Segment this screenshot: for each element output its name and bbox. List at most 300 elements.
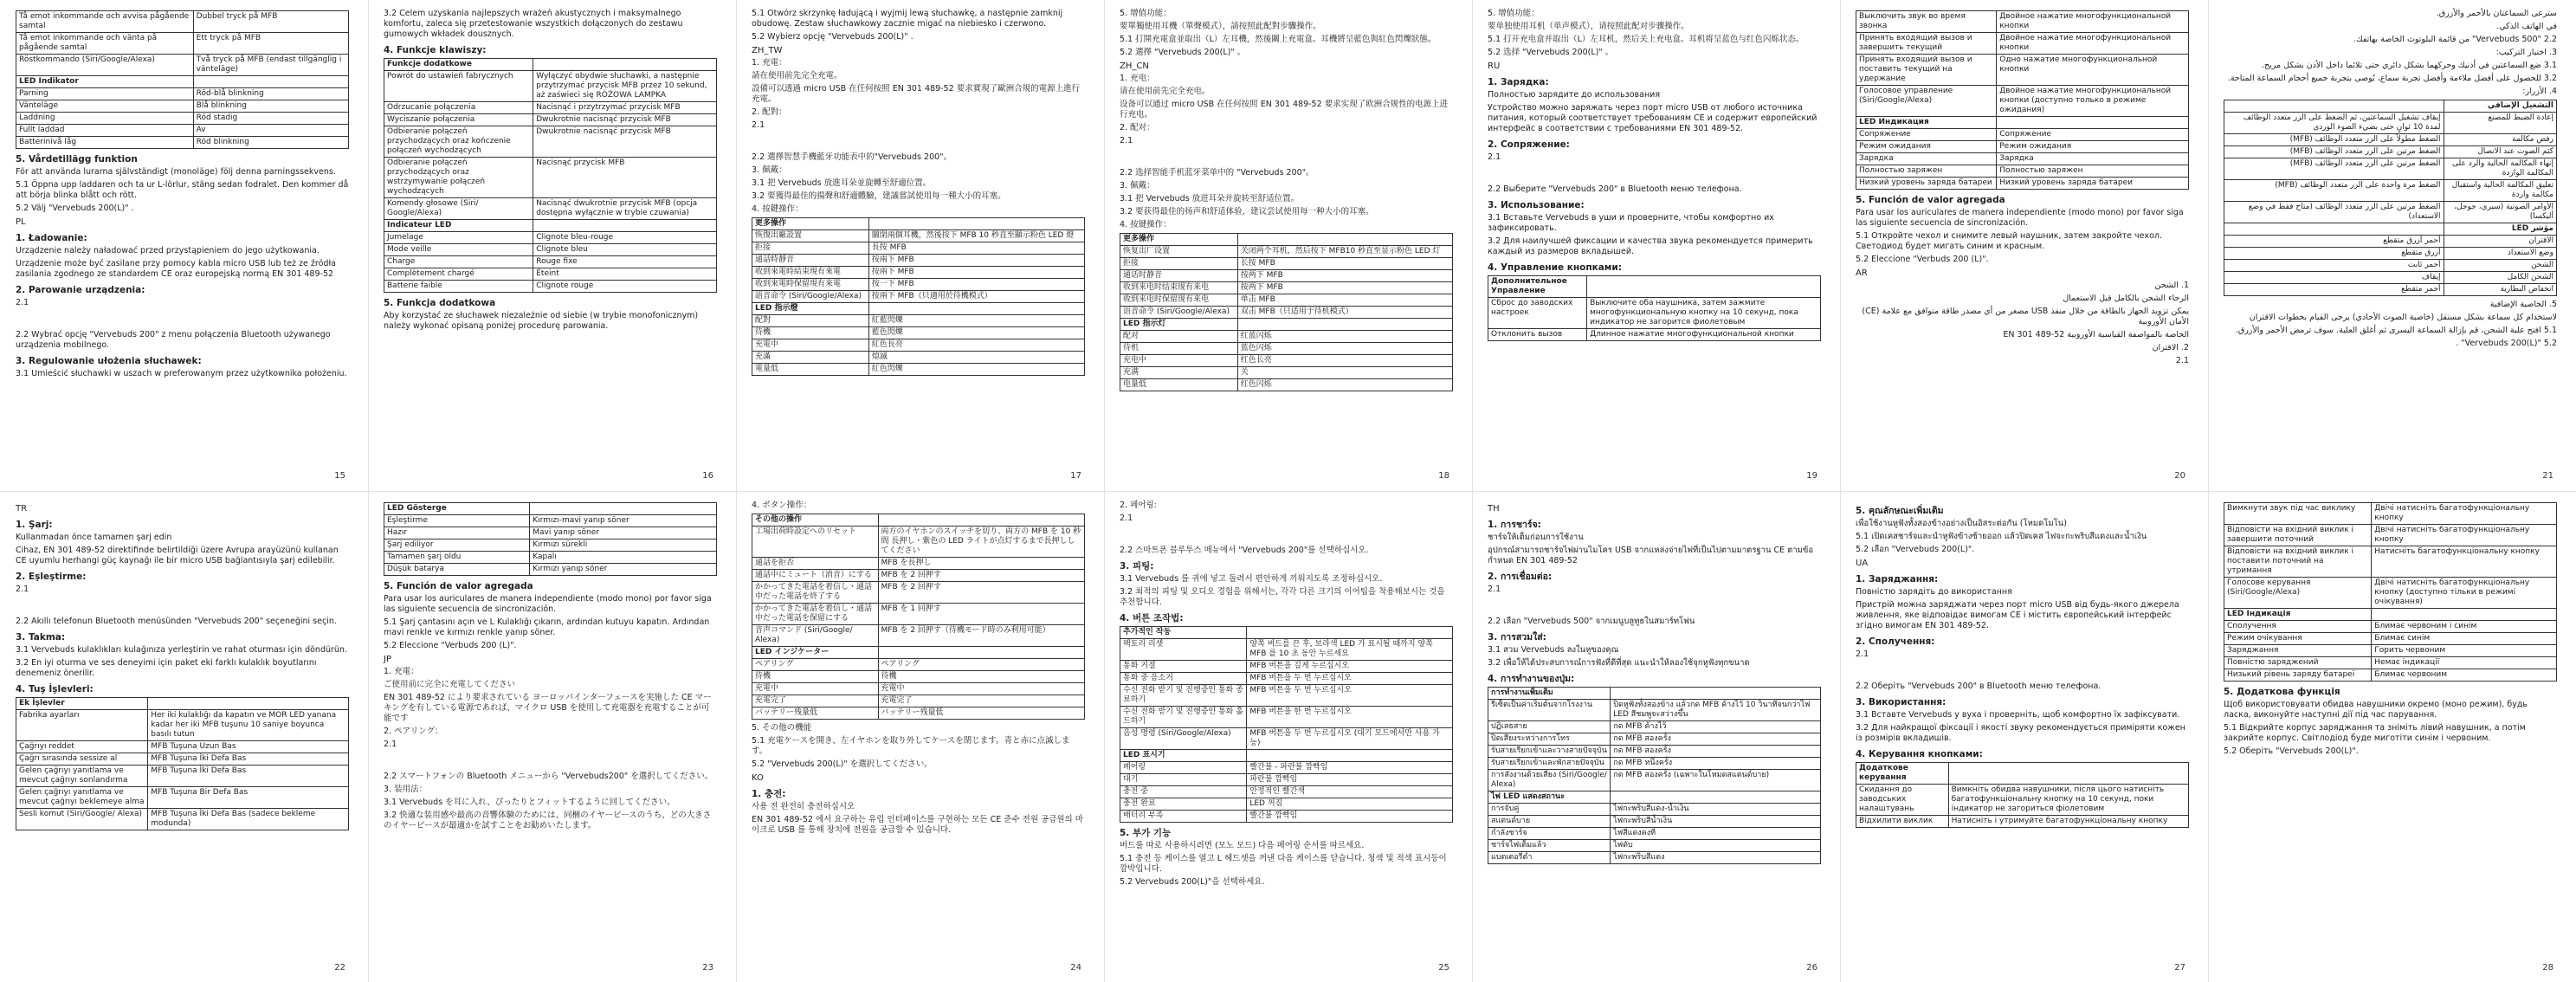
function-cell: Fabrika ayarları — [16, 710, 148, 741]
function-cell: Powrót do ustawień fabrycznych — [384, 71, 533, 102]
table-row — [384, 256, 717, 268]
instruction-table — [1120, 626, 1453, 823]
table-row — [752, 303, 1085, 315]
paragraph: 请在使用前先完全充电。 — [1120, 87, 1211, 96]
manual-page — [1111, 495, 1462, 980]
illustration-space — [752, 133, 1085, 152]
action-cell: 按兩下 MFB — [868, 255, 1084, 267]
table-row — [2224, 633, 2557, 645]
function-cell: Заряджання — [2224, 645, 2372, 657]
manual-page — [1479, 495, 1830, 980]
paragraph: 3.2 Для наилучшей фиксации и качества звука рекомендуется примерить каждый из размеров вкладышей. — [1488, 236, 1813, 256]
manual-page — [2215, 3, 2566, 488]
paragraph: Aby korzystać ze słuchawek niezależnie od siebie (w trybie monofonicznym) należy wykonać opisaną poniżej procedurę parowania. — [384, 311, 699, 331]
paragraph: 2.2 Wybrać opcję "Vervebuds 200" z menu połączenia Bluetooth używanego urządzenia mobilnego. — [16, 330, 331, 350]
action-cell: Kırmızı yanıp söner — [530, 564, 717, 576]
paragraph: EN 301 489-52 에서 요구하는 유럽 인터페이스를 구현하는 모든 CE 준수 전원 공급원의 마이크로 USB 를 통해 장치에 전원을 공급할 수 있습니다. — [752, 815, 1083, 835]
language-code: JP — [384, 655, 391, 664]
section-heading: 5. Додаткова функція — [2224, 687, 2340, 697]
action-cell: Éteint — [533, 268, 717, 281]
table-row — [16, 76, 349, 88]
action-cell: أحمر أزرق متقطع — [2224, 236, 2444, 248]
action-cell: 熄滅 — [868, 352, 1084, 364]
action-cell: أزرق متقطع — [2224, 248, 2444, 260]
function-cell: Jumelage — [384, 232, 533, 244]
table-row — [16, 137, 349, 149]
paragraph: EN 301 489-52 により要求されている ヨーロッパインターフェースを実施した CE マーキングを有している電源であれば、マイクロ USB を使用して充電器を充電することが可能です — [384, 693, 712, 723]
table-row — [1488, 733, 1821, 746]
paragraph: เพื่อใช้งานหูฟังทั้งสองข้างอย่างเป็นอิสระต่อกัน (โหมดโมโน) — [1856, 519, 2067, 528]
paragraph: ชาร์จให้เต็มก่อนการใช้งาน — [1488, 533, 1584, 542]
function-cell: Відповісти на вхідний виклик і завершити поточний — [2224, 525, 2372, 546]
manual-page — [7, 495, 358, 980]
table-row — [1120, 639, 1453, 661]
function-cell: Hazır — [384, 527, 530, 539]
table-row — [1120, 750, 1453, 762]
action-cell: الضغط مرتين على الزر متعدد الوظائف (متاح فقط في وضع الاستعداد) — [2224, 202, 2444, 223]
function-cell: Çağrıyı reddet — [16, 741, 148, 753]
action-cell: 红色闪烁 — [1237, 379, 1452, 391]
action-cell: MFB Tuşuna İki Defa Bas — [148, 753, 349, 766]
action-cell: الضغط مرتين على الزر متعدد الوظائف (MFB) — [2224, 158, 2444, 180]
page-number: 21 — [2542, 471, 2553, 481]
paragraph: Пристрій можна заряджати через порт micro USB від будь-якого джерела живлення, яке відповідає вимогам CE і містить європейський інтерфейс згідно вимогам EN 301 489-52. — [1856, 600, 2179, 630]
manual-page — [743, 495, 1094, 980]
function-cell: الشحن الكامل — [2444, 272, 2556, 284]
function-cell: กำลังชาร์จ — [1488, 828, 1611, 840]
function-cell: รีเซ็ตเป็นค่าเริ่มต้นจากโรงงาน — [1488, 700, 1611, 721]
paragraph: 3.2 要获得最佳的扬声和舒适体验，建议尝试使用每一种大小的耳塞。 — [1120, 207, 1374, 216]
paragraph: سترعى السماعتان بالأحمر والأزرق. — [2436, 9, 2557, 18]
instruction-table — [2224, 100, 2557, 296]
table-row — [16, 753, 349, 766]
function-cell: かかってきた電話を着信し・通話中だった電話を保留にする — [752, 604, 879, 625]
function-cell: Wyciszanie połączenia — [384, 114, 533, 126]
table-row — [16, 710, 349, 741]
action-cell: 紅色長亮 — [868, 339, 1084, 352]
language-code: ZH_CN — [1120, 61, 1149, 71]
paragraph: 5.2 Välj "Vervebuds 200(L)" . — [16, 204, 134, 213]
paragraph: ご使用前に完全に充電してください — [384, 680, 516, 689]
action-cell: MFB を 1 回押す — [878, 604, 1085, 625]
action-cell: 双击 MFB（只适用于待机模式） — [1237, 307, 1452, 319]
paragraph: 5.1 충전 등 케이스를 열고 L 헤드셋을 꺼낸 다음 케이스를 닫습니다. 청색 및 적색 표시등이 깜박입니다. — [1120, 854, 1447, 874]
section-heading: 5. 부가 기능 — [1120, 828, 1172, 838]
action-cell: ไฟกะพริบสีแดง — [1611, 852, 1821, 864]
table-row — [752, 647, 1085, 659]
paragraph: 2.2 选择智能手机蓝牙菜单中的 "Vervebuds 200"。 — [1120, 168, 1314, 178]
paragraph: 2.1 — [384, 740, 397, 749]
function-cell: 충전 중 — [1120, 786, 1247, 798]
paragraph: 3.1 Вставте Vervebuds у вуха і проверніть, щоб комфортно їх зафіксувати. — [1856, 710, 2180, 720]
action-cell: 按兩下 MFB — [868, 267, 1084, 279]
paragraph: 2.1 — [1120, 136, 1133, 145]
paragraph: 3.1 把 Vervebuds 放進耳朵並旋轉至舒適位置。 — [752, 178, 932, 188]
paragraph: 5.2 Vervebuds 200(L)"을 선택하세요. — [1120, 877, 1265, 887]
table-row — [1488, 816, 1821, 828]
paragraph: 2. 配对： — [1120, 123, 1155, 132]
action-cell: กด MFB ค้างไว้ — [1611, 721, 1821, 733]
action-cell: 關閉兩個耳機，然後按下 MFB 10 秒直至顯示粉色 LED 燈 — [868, 230, 1084, 242]
table-row — [2224, 158, 2557, 180]
table-row — [2224, 100, 2557, 113]
paragraph: 2. الاقتران — [2152, 343, 2189, 352]
action-cell: Низкий уровень заряда батареи — [1997, 178, 2189, 190]
function-cell: 拒接 — [1120, 258, 1238, 270]
function-cell: 배터리 부족 — [1120, 811, 1247, 823]
table-row — [1120, 728, 1453, 750]
paragraph: 5.2 "Vervebuds 200(L)" . — [2456, 339, 2557, 348]
table-row — [384, 515, 717, 527]
section-heading: 5. คุณลักษณะเพิ่มเติม — [1856, 506, 1944, 516]
function-cell: Tå emot inkommande och vänta på pågående samtal — [16, 33, 194, 55]
action-cell: Одно нажатие многофункциональной кнопки — [1997, 55, 2189, 86]
table-section-header: LED インジケーター — [752, 647, 879, 659]
paragraph: 5.2 Eleccione "Verbuds 200 (L)". — [384, 641, 517, 650]
table-section-header: Дополнительное Управление — [1488, 276, 1587, 298]
paragraph: 3.1 Вставьте Vervebuds в уши и проверните, чтобы комфортно их зафиксировать. — [1488, 213, 1774, 233]
action-cell: バッテリー残量低 — [878, 707, 1085, 720]
paragraph: 3.2 En iyi oturma ve ses deneyimi için paket eki farklı kulaklık boyutlarını denemeniz önerilir. — [16, 658, 317, 678]
action-cell: Горить червоним — [2372, 645, 2557, 657]
manual-page — [1111, 3, 1462, 488]
table-row — [384, 59, 717, 71]
table-row — [384, 198, 717, 220]
function-cell: Şarj ediliyor — [384, 539, 530, 552]
paragraph: 2.2 "Vervebuds 500" من قائمة البلوتوث الخاصة بهاتفك. — [2353, 35, 2557, 44]
paragraph: 5.1 打开充电盒并取出（L）左耳机，然后关上充电盒。耳机将呈蓝色与红色闪烁状态。 — [1488, 35, 1804, 44]
table-row — [384, 71, 717, 102]
table-row — [1120, 811, 1453, 823]
function-cell: الاقتران — [2444, 236, 2556, 248]
action-cell: Två tryck på MFB (endast tillgänglig i vänteläge) — [193, 55, 348, 76]
paragraph: 5. その他の機能 — [752, 723, 812, 733]
table-row — [752, 267, 1085, 279]
paragraph: 2.1 — [2175, 356, 2189, 365]
table-row — [1120, 774, 1453, 786]
paragraph: 5.2 Wybierz opcję "Vervebuds 200(L)" . — [752, 32, 914, 42]
paragraph: لاستخدام كل سماعة بشكل مستقل (خاصية الصوت الأحادي) يرجى القيام بخطوات الاقتران — [2249, 313, 2557, 322]
illustration-space — [1120, 149, 1453, 168]
function-cell: 電量低 — [752, 364, 869, 376]
paragraph: 5.1 افتح علبة الشحن، قم بإزالة السماعة اليسرى ثم أغلق العلبة. سوف ترمض الأحمر والأزرق. — [2235, 326, 2557, 335]
action-cell: Сопряжение — [1997, 129, 2189, 141]
paragraph: Полностью зарядите до использования — [1488, 90, 1661, 100]
paragraph: 2.2 Akıllı telefonun Bluetooth menüsünden "Vervebuds 200" seçeneğini seçin. — [16, 617, 337, 626]
function-cell: Режим очікування — [2224, 633, 2372, 645]
page-number: 26 — [1806, 963, 1817, 972]
table-row — [1120, 343, 1453, 355]
instruction-table — [1856, 762, 2189, 828]
table-section-header: LED 指示燈 — [752, 303, 869, 315]
table-row — [752, 570, 1085, 582]
instruction-table — [1856, 10, 2189, 190]
action-cell: الضغط مرة واحدة على الزر متعدد الوظائف (MFB) — [2224, 180, 2444, 202]
table-row — [384, 281, 717, 293]
paragraph: 5.2 เลือก "Vervebuds 200(L)". — [1856, 545, 1975, 554]
function-cell: 대기 — [1120, 774, 1247, 786]
paragraph: 3.2 要獲得最佳的揚聲和舒適體驗，建議嘗試使用每一種大小的耳塞。 — [752, 191, 1006, 201]
column-divider — [2208, 0, 2209, 982]
table-row — [1120, 234, 1453, 246]
paragraph: 5.1 Відкрийте корпус заряджання та зніміть лівий навушник, а потім закрийте корпус. Світлодіод буде миготіти синім і червоним. — [2224, 723, 2526, 743]
table-row — [1120, 786, 1453, 798]
section-heading: 3. 피팅: — [1120, 561, 1154, 572]
function-cell: Odbieranie połączeń przychodzących oraz kończenie połączeń wychodzących — [384, 126, 533, 158]
function-cell: Скидання до заводських налаштувань — [1856, 785, 1949, 816]
page-number: 24 — [1070, 963, 1081, 972]
paragraph: 3.2 快適な装用感や最高の音響体験のためには、同梱のイヤーピースのうち、どの大きさのイヤーピースが最適かを試すことをお勧めいたします。 — [384, 811, 712, 830]
table-row — [1488, 840, 1821, 852]
table-row — [16, 33, 349, 55]
section-heading: 5. Funkcja dodatkowa — [384, 298, 496, 308]
action-cell: Clignote rouge — [533, 281, 717, 293]
action-cell: 藍色閃爍 — [868, 327, 1084, 339]
action-cell: กด MFB สองครั้ง (เฉพาะในโหมดสแตนด์บาย) — [1611, 770, 1821, 791]
table-row — [1856, 86, 2189, 117]
table-row — [1488, 828, 1821, 840]
action-cell: 按兩下 MFB（只適用於待機模式） — [868, 291, 1084, 303]
function-cell: Batterie faible — [384, 281, 533, 293]
table-row — [1120, 294, 1453, 307]
manual-page — [375, 495, 726, 980]
table-section-header — [1247, 627, 1453, 639]
language-code: PL — [16, 217, 26, 227]
paragraph: الخاصة بالمواصفة القياسية الأوروبية EN 301 489-52 — [2003, 330, 2189, 339]
page-number: 27 — [2174, 963, 2185, 972]
paragraph: 3.1 Vervebuds kulaklıkları kulağınıza yerleştirin ve rahat oturması için döndürün. — [16, 645, 347, 655]
function-cell: كتم الصوت عند الاتصال — [2444, 146, 2556, 158]
column-divider — [1104, 0, 1105, 982]
language-code: UA — [1856, 559, 1869, 568]
action-cell: MFB Tuşuna Uzun Bas — [148, 741, 349, 753]
table-row — [16, 100, 349, 113]
table-section-header: Додаткове керування — [1856, 763, 1949, 785]
table-section-header — [2372, 609, 2557, 621]
page-number: 17 — [1070, 471, 1081, 481]
table-row — [384, 268, 717, 281]
function-cell: Вимкнути звук під час виклику — [2224, 503, 2372, 525]
function-cell: แบตเตอรี่ต่ำ — [1488, 852, 1611, 864]
function-cell: 工場出荷時設定へのリセット — [752, 527, 879, 558]
table-section-header — [2224, 223, 2444, 236]
action-cell: 红色长亮 — [1237, 355, 1452, 367]
function-cell: Повністю заряджений — [2224, 657, 2372, 669]
function-cell: انخفاض البطارية — [2444, 284, 2556, 296]
action-cell: Mavi yanıp söner — [530, 527, 717, 539]
action-cell: Nacisnąć przycisk MFB — [533, 158, 717, 198]
paragraph: Para usar los auriculares de manera independiente (modo mono) por favor siga las siguiente secuencia de sincronización. — [1856, 208, 2184, 228]
function-cell: Batterinivå låg — [16, 137, 194, 149]
page-number: 16 — [702, 471, 713, 481]
action-cell: MFB を 2 回押す（待機モード時のみ利用可能） — [878, 625, 1085, 647]
action-cell: 蓝色闪烁 — [1237, 343, 1452, 355]
action-cell: MFB Tuşuna İki Defa Bas (sadece bekleme modunda) — [148, 809, 349, 830]
table-row — [1120, 379, 1453, 391]
instruction-table — [2224, 502, 2557, 682]
section-heading: 4. Funkcje klawiszy: — [384, 45, 487, 55]
paragraph: 3. اختيار التركيب: — [2495, 48, 2557, 57]
function-cell: 通话时静音 — [1120, 270, 1238, 282]
function-cell: Выключить звук во время звонка — [1856, 11, 1997, 33]
paragraph: 請在使用前先完全充電。 — [752, 71, 843, 81]
action-cell: Clignote bleu-rouge — [533, 232, 717, 244]
action-cell: أحمر متقطع — [2224, 284, 2444, 296]
paragraph: 2.1 — [16, 585, 29, 594]
table-row — [752, 683, 1085, 695]
table-row — [1488, 770, 1821, 791]
action-cell: 单击 MFB — [1237, 294, 1452, 307]
table-section-header — [533, 59, 717, 71]
action-cell: MFB 버튼을 두 번 누르십시오 — [1247, 685, 1453, 707]
action-cell: Ett tryck på MFB — [193, 33, 348, 55]
function-cell: تعليق المكالمة الحالية واستقبال مكالمة واردة — [2444, 180, 2556, 202]
paragraph: 3.1 把 Vervebuds 放进耳朵并旋转至舒适位置。 — [1120, 194, 1300, 204]
table-section-header — [1237, 319, 1452, 331]
function-cell: Gelen çağrıyı yanıtlama ve mevcut çağrıyı sonlandırma — [16, 766, 148, 787]
action-cell: Röd stadig — [193, 113, 348, 125]
paragraph: 5.2 Eleccione "Verbuds 200 (L)". — [1856, 255, 1989, 264]
function-cell: 配對 — [752, 315, 869, 327]
table-section-header — [1237, 234, 1452, 246]
table-row — [2224, 223, 2557, 236]
table-section-header — [1611, 688, 1821, 700]
paragraph: 2.1 — [752, 120, 765, 130]
table-row — [2224, 284, 2557, 296]
table-row — [16, 787, 349, 809]
paragraph: 2. ペアリング： — [384, 727, 443, 736]
paragraph: 5.1 เปิดเคสชาร์จและนำหูฟังข้างซ้ายออก แล้วปิดเคส ไฟจะกะพริบสีแดงและน้ำเงิน — [1856, 532, 2147, 541]
table-row — [1488, 804, 1821, 816]
action-cell: Rouge fixe — [533, 256, 717, 268]
column-divider — [1472, 0, 1473, 982]
illustration-space — [1120, 527, 1453, 546]
paragraph: 2.1 — [16, 298, 29, 307]
column-divider — [1840, 0, 1841, 982]
action-cell: 両方のイヤホンのスイッチを切り、両方の MFB を 10 秒間 長押し・紫色の LED ライトが点灯するまで長押ししてください — [878, 527, 1085, 558]
table-row — [1120, 762, 1453, 774]
table-section-header — [1948, 763, 2188, 785]
paragraph: 3.1 Vervebuds 를 귀에 넣고 돌려서 편안하게 끼워지도록 조정하십시오. — [1120, 574, 1383, 584]
table-row — [16, 88, 349, 100]
paragraph: 2.1 — [1856, 649, 1869, 659]
function-cell: 충전 완료 — [1120, 798, 1247, 811]
function-cell: 通話時靜音 — [752, 255, 869, 267]
table-row — [2224, 260, 2557, 272]
paragraph: الرجاء الشحن بالكامل قبل الاستعمال — [2063, 294, 2189, 303]
action-cell: Режим ожидания — [1997, 141, 2189, 153]
section-heading: 1. Şarj: — [16, 520, 53, 530]
function-cell: إعادة الضبط للمصنع — [2444, 113, 2556, 134]
function-cell: 收到来电时保留现有来电 — [1120, 294, 1238, 307]
action-cell: إيقاف تشغيل السماعتين، ثم الضغط على الزر متعدد الوظائف لمدة 10 ثوانٍ حتى يضيء الضوء الوردي — [2224, 113, 2444, 134]
table-row — [752, 364, 1085, 376]
function-cell: Complètement chargé — [384, 268, 533, 281]
action-cell: ไฟกะพริบสีน้ำเงิน — [1611, 816, 1821, 828]
action-cell: 关 — [1237, 367, 1452, 379]
function-cell: 拒接 — [752, 242, 869, 255]
table-row — [752, 315, 1085, 327]
table-row — [2224, 546, 2557, 578]
table-row — [1120, 661, 1453, 673]
table-row — [1120, 627, 1453, 639]
function-cell: Eşleştirme — [384, 515, 530, 527]
function-cell: 配对 — [1120, 331, 1238, 343]
action-cell: ไฟดับ — [1611, 840, 1821, 852]
function-cell: 恢復出廠設置 — [752, 230, 869, 242]
function-cell: 待機 — [752, 671, 879, 683]
table-row — [1856, 763, 2189, 785]
function-cell: Gelen çağrıyı yanıtlama ve mevcut çağrıyı beklemeye alma — [16, 787, 148, 809]
table-row — [752, 242, 1085, 255]
function-cell: إنهاء المكالمة الحالية والرد على المكالمة الواردة — [2444, 158, 2556, 180]
action-cell: 按两下 MFB — [1237, 282, 1452, 294]
function-cell: การสั่งงานด้วยเสียง (Siri/Google/ Alexa) — [1488, 770, 1611, 791]
paragraph: 要單獨使用耳機（單聲模式），請按照此配對步驟操作。 — [1120, 22, 1321, 31]
action-cell: Блимає синім — [2372, 633, 2557, 645]
table-row — [16, 809, 349, 830]
function-cell: Полностью заряжен — [1856, 165, 1997, 178]
section-heading: 5. Vårdetillägg funktion — [16, 154, 138, 165]
table-row — [1856, 816, 2189, 828]
table-row — [384, 232, 717, 244]
action-cell: Dwukrotnie nacisnąć przycisk MFB — [533, 126, 717, 158]
action-cell: Nacisnąć dwukrotnie przycisk MFB (opcja dostępna wyłącznie w trybie czuwania) — [533, 198, 717, 220]
language-code: RU — [1488, 61, 1501, 71]
section-heading: 4. 버튼 조작법: — [1120, 613, 1184, 623]
section-heading: 1. Зарядка: — [1488, 77, 1549, 87]
table-row — [16, 55, 349, 76]
paragraph: يمكن تزويد الجهاز بالطاقة من خلال منفذ USB مصغر من أي مصدر طاقة متوافق مع علامة (CE) الأمان الأوروبية — [1862, 307, 2189, 326]
table-row — [16, 11, 349, 33]
page-number: 22 — [334, 963, 345, 972]
paragraph: Urządzenie może być zasilane przy pomocy kabla micro USB lub też ze źródła zasilania zgodnego ze standardem CE oraz europejską normą EN 301 489-52 — [16, 259, 336, 279]
function-cell: 收到來電時保留現有來電 — [752, 279, 869, 291]
table-row — [2224, 202, 2557, 223]
table-section-header: 更多操作 — [1120, 234, 1238, 246]
function-cell: Голосове керування (Siri/Google/Alexa) — [2224, 578, 2372, 609]
action-cell: MFB を長押し — [878, 558, 1085, 570]
function-cell: 语音命令 (Siri/Google/Alexa) — [1120, 307, 1238, 319]
table-row — [752, 659, 1085, 671]
table-row — [384, 126, 717, 158]
table-row — [1120, 367, 1453, 379]
action-cell: MFB 버튼을 길게 누르십시오 — [1247, 661, 1453, 673]
function-cell: 通話中にミュート（消音）にする — [752, 570, 879, 582]
action-cell: MFB 버튼을 한 번 누르십시오 — [1247, 707, 1453, 728]
paragraph: 3. 佩戴： — [1120, 181, 1155, 191]
paragraph: 3.2 เพื่อให้ได้ประสบการณ์การฟังที่ดีที่สุด แนะนำให้ลองใช้จุกหูฟังทุกขนาด — [1488, 658, 1750, 668]
function-cell: Принять входящий вызов и поставить текущий на удержание — [1856, 55, 1997, 86]
function-cell: Сопряжение — [1856, 129, 1997, 141]
action-cell: ไฟกะพริบสีแดง-น้ำเงิน — [1611, 804, 1821, 816]
table-row — [1120, 798, 1453, 811]
manual-page — [1479, 3, 1830, 488]
function-cell: الأوامر الصوتية (سيري، جوجل، أليكسا) — [2444, 202, 2556, 223]
manual-page — [7, 3, 358, 488]
table-row — [1120, 673, 1453, 685]
action-cell: 양쪽 버드를 끈 후, 보라색 LED 가 표시될 때까지 양쪽 MFB 를 10 초 동안 누르세요 — [1247, 639, 1453, 661]
manual-page — [375, 3, 726, 488]
table-row — [384, 102, 717, 114]
action-cell: MFB 버튼을 두 번 누르십시오 (대기 모드에서만 사용 가능) — [1247, 728, 1453, 750]
table-section-header: 추가적인 작동 — [1120, 627, 1247, 639]
function-cell: 充電中 — [752, 339, 869, 352]
action-cell: ペアリング — [878, 659, 1085, 671]
function-cell: 待机 — [1120, 343, 1238, 355]
function-cell: ペアリング — [752, 659, 879, 671]
table-section-header — [1611, 791, 1821, 804]
